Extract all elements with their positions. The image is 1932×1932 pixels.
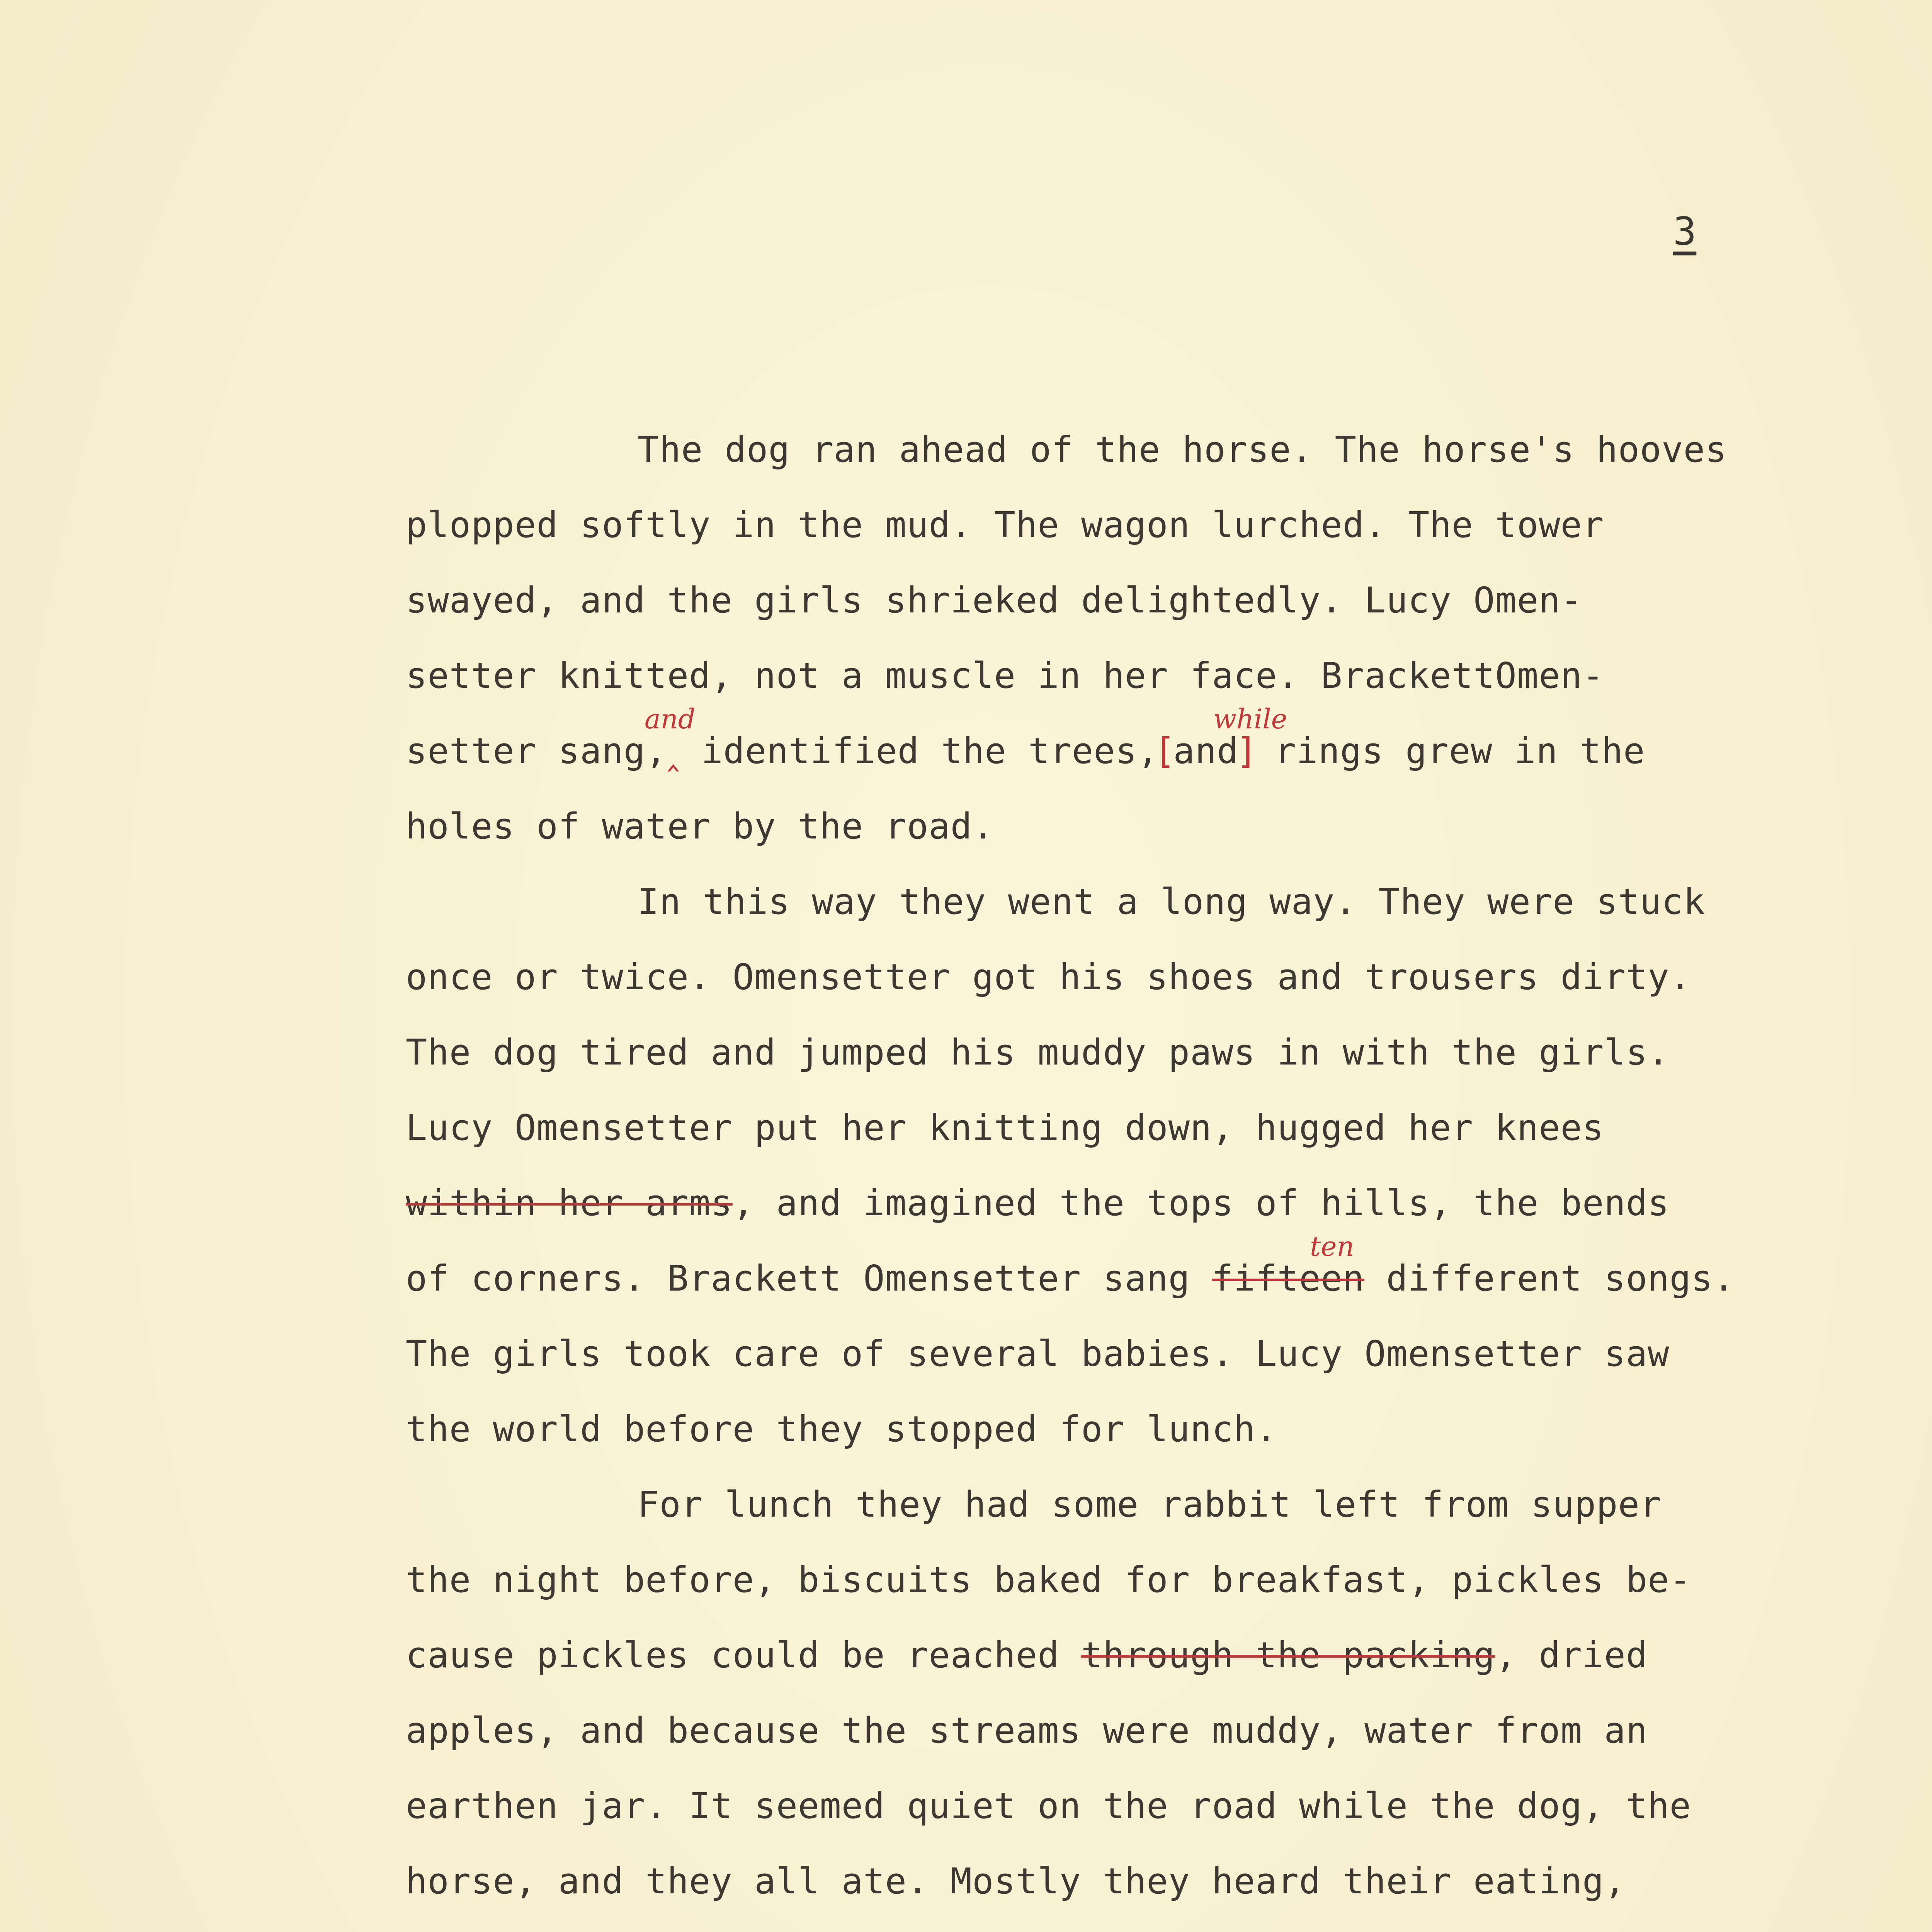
handwritten-insertion-while: while	[1213, 703, 1287, 735]
text-line	[406, 1258, 1735, 1299]
text-segment: different songs.	[1364, 1258, 1735, 1299]
text-line: For lunch they had some rabbit left from supper	[638, 1484, 1662, 1525]
bracket-open-icon: [	[1159, 730, 1173, 772]
struck-text: fifteen	[1212, 1258, 1365, 1299]
text-line: swayed, and the girls shrieked delightedly. Lucy Omen-	[406, 580, 1582, 621]
text-line: The girls took care of several babies. Lucy Omensetter saw	[406, 1333, 1670, 1374]
bracket-close-icon: ]	[1238, 730, 1253, 772]
text-line: The dog tired and jumped his muddy paws in with the girls.	[406, 1032, 1670, 1073]
struck-text: within her arms	[406, 1182, 733, 1224]
insertion-caret-icon: ‸	[667, 730, 680, 772]
text-line	[406, 730, 1645, 772]
text-segment: , and imagined the tops of hills, the bends	[732, 1182, 1670, 1224]
text-line: the night before, biscuits baked for breakfast, pickles be-	[406, 1559, 1691, 1600]
text-segment: of corners. Brackett Omensetter sang	[406, 1258, 1212, 1299]
text-segment: , dried	[1495, 1634, 1648, 1676]
text-line: apples, and because the streams were muddy, water from an	[406, 1710, 1648, 1751]
text-line: plopped softly in the mud. The wagon lurched. The tower	[406, 504, 1604, 546]
text-line: holes of water by the road.	[406, 806, 994, 847]
handwritten-insertion-and: and	[645, 703, 696, 735]
text-segment: rings grew in the	[1253, 730, 1645, 772]
struck-text: through the packing	[1081, 1634, 1495, 1676]
text-line: once or twice. Omensetter got his shoes and trousers dirty.	[406, 956, 1691, 998]
text-line: The dog ran ahead of the horse. The horse's hooves	[638, 429, 1727, 470]
text-line: setter knitted, not a muscle in her face. BrackettOmen-	[406, 655, 1604, 696]
text-line: In this way they went a long way. They were stuck	[638, 881, 1706, 922]
text-line	[406, 1182, 1670, 1224]
text-line: the world before they stopped for lunch.	[406, 1408, 1277, 1450]
text-line: Lucy Omensetter put her knitting down, hugged her knees	[406, 1107, 1604, 1148]
text-line	[406, 1634, 1648, 1676]
text-line: horse, and they all ate. Mostly they heard their eating,	[406, 1861, 1626, 1902]
page-number: 3	[1673, 209, 1697, 254]
text-line: earthen jar. It seemed quiet on the road while the dog, the	[406, 1785, 1691, 1827]
text-segment: identified the trees,	[679, 730, 1159, 772]
text-segment: setter sang,	[406, 730, 667, 772]
text-segment: cause pickles could be reached	[406, 1634, 1082, 1676]
handwritten-insertion-ten: ten	[1310, 1231, 1354, 1262]
text-segment: and	[1173, 730, 1239, 772]
